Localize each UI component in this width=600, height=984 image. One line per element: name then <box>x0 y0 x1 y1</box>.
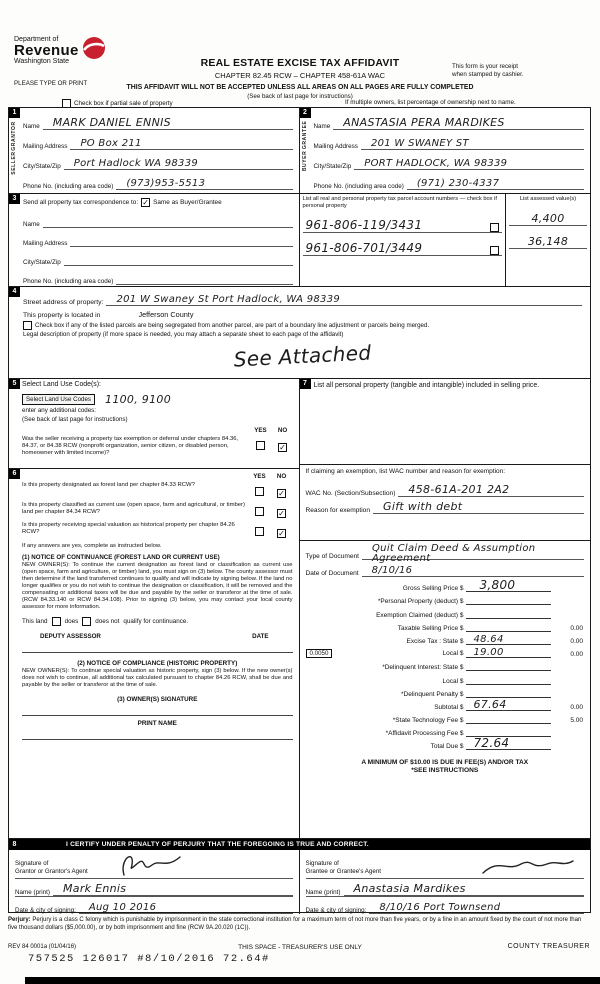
see-attached-value: See Attached <box>233 340 372 372</box>
section-3-badge: 3 <box>9 194 20 204</box>
corr-phone-field[interactable] <box>116 265 292 285</box>
notice-compliance-body: NEW OWNER(S): To continue special valuation as historic property, sign (3) below. If the new owner(s) does not wish to continue, all additional tax calculated pursuant to chapter 84.26 RCW, shall be due and payable by the seller or transferor at the time of sale. <box>22 667 293 688</box>
parcel-table <box>300 194 591 286</box>
form-title: REAL ESTATE EXCISE TAX AFFIDAVIT <box>200 57 400 69</box>
additional-codes-label: enter any additional codes: <box>22 407 96 414</box>
wac-field[interactable] <box>398 479 584 497</box>
scan-edge-bar <box>25 977 600 984</box>
section-correspondence <box>9 194 300 286</box>
grantee-date-field[interactable] <box>369 896 584 914</box>
buyer-name-label: Name <box>313 123 331 130</box>
grantor-date-value: Aug 10 2016 <box>88 902 157 913</box>
buyer-grantee-vertical-label: BUYER GRANTEE <box>301 121 308 172</box>
exemption-deduct-label: Exemption Claimed (deduct) $ <box>376 611 464 619</box>
buyer-phone-field[interactable] <box>407 169 584 190</box>
delinq-penalty-label: *Delinquent Penalty $ <box>400 690 464 698</box>
grantor-name-label: Name (print) <box>15 889 50 896</box>
section-1-badge: 1 <box>9 108 20 118</box>
yes-no-header-6: YES NO <box>253 473 287 480</box>
seller-phone-field[interactable] <box>116 169 292 190</box>
this-land-label: This land <box>22 617 48 625</box>
excise-state-label: Excise Tax : State $ <box>406 637 464 645</box>
parcel-row[interactable] <box>303 210 503 233</box>
historic-no-checkbox[interactable]: ✓ <box>278 529 285 538</box>
same-as-buyer-label: Same as Buyer/Grantee <box>153 199 222 206</box>
grantee-signature[interactable] <box>481 856 576 878</box>
street-address-label: Street address of property: <box>23 299 104 306</box>
section-6-badge: 6 <box>9 469 20 479</box>
section-property <box>9 287 590 379</box>
wac-label: WAC No. (Section/Subsection) <box>305 490 396 497</box>
parcel-number-1: 961-806-119/3431 <box>305 217 423 232</box>
historic-question: Is this property receiving special valuation as historical property per chapter 84.26 RCW? <box>22 522 235 536</box>
tech-fee-printed: 5.00 <box>570 717 583 725</box>
washington-state-label: Washington State <box>14 58 69 65</box>
total-due-value: 72.64 <box>473 736 510 751</box>
section-2-badge: 2 <box>300 108 311 118</box>
notice-compliance-title: (2) NOTICE OF COMPLIANCE (HISTORIC PROPERTY) <box>77 659 238 667</box>
grantee-date-label: Date & city of signing: <box>305 907 367 914</box>
current-use-question: Is this property classified as current use (open space, farm and agricultural, or timber) land per chapter 84.34 RCW? <box>22 502 245 516</box>
doc-date-label: Date of Document <box>305 570 359 577</box>
excise-state-field[interactable] <box>466 631 552 645</box>
grantor-name-value: Mark Ennis <box>63 882 127 895</box>
assessed-value-row[interactable] <box>509 203 587 226</box>
certify-header: I CERTIFY UNDER PENALTY OF PERJURY THAT THE FOREGOING IS TRUE AND CORRECT. <box>66 841 369 848</box>
doc-date-value: 8/10/16 <box>371 565 413 576</box>
personal-property-list-label: List all personal property (tangible and intangible) included in selling price. <box>300 379 591 465</box>
section-certify <box>9 839 590 912</box>
owner-signature-line[interactable] <box>22 705 293 716</box>
seller-name-field[interactable] <box>43 109 293 130</box>
personal-property-checkbox-1[interactable] <box>490 223 499 232</box>
land-use-select[interactable]: Select Land Use Codes <box>22 394 95 405</box>
personal-deduct-label: *Personal Property (deduct) $ <box>377 598 464 606</box>
corr-city-field[interactable] <box>64 246 293 266</box>
corr-address-label: Mailing Address <box>23 240 68 247</box>
assessed-value-1: 4,400 <box>531 211 565 225</box>
fee-table <box>300 577 591 750</box>
corr-name-label: Name <box>23 221 40 228</box>
street-address-field[interactable] <box>106 288 582 306</box>
doc-type-value: Quit Claim Deed & Assumption Agreement <box>372 543 536 564</box>
grantee-signature-label: Signature of Grantee or Grantee's Agent <box>305 859 381 875</box>
minimum-fee-note: A MINIMUM OF $10.00 IS DUE IN FEE(S) AND/OR TAX <box>361 759 529 767</box>
doc-date-field[interactable] <box>362 559 584 577</box>
excise-state-value: 48.64 <box>473 633 504 645</box>
subtotal-printed: 0.00 <box>570 703 583 711</box>
corr-city-label: City/State/Zip <box>23 259 61 266</box>
forest-no-checkbox[interactable]: ✓ <box>278 489 285 498</box>
grantor-date-field[interactable] <box>79 896 293 914</box>
section-4-badge: 4 <box>9 287 20 297</box>
forest-yes-checkbox[interactable] <box>255 487 264 496</box>
treasurer-space-label: THIS SPACE - TREASURER'S USE ONLY <box>238 944 362 951</box>
seller-grantor-vertical-label: SELLER GRANTOR <box>11 121 17 175</box>
delinq-interest-local-field[interactable] <box>466 670 552 684</box>
exemption-yes-checkbox[interactable] <box>256 441 265 450</box>
buyer-address-field[interactable] <box>361 129 584 150</box>
personal-deduct-field[interactable] <box>466 591 552 605</box>
yes-no-header-5: YES NO <box>254 427 288 434</box>
gross-label: Gross Selling Price $ <box>402 585 464 593</box>
send-correspondence-label: Send all property tax correspondence to: <box>23 199 139 206</box>
buyer-address-label: Mailing Address <box>313 143 358 150</box>
delinq-interest-state-label: *Delinquent Interest: State $ <box>382 664 464 672</box>
excise-printed: 0.00 <box>570 637 583 645</box>
located-in-value: Jefferson County <box>138 310 194 319</box>
current-use-yes-checkbox[interactable] <box>255 507 264 516</box>
buyer-city-value: PORT HADLOCK, WA 98339 <box>364 158 508 169</box>
buyer-address-value: 201 W SWANEY ST <box>370 138 469 149</box>
section-7-badge: 7 <box>300 379 311 389</box>
seller-address-label: Mailing Address <box>23 143 68 150</box>
grantor-date-label: Date & city of signing: <box>15 907 76 914</box>
notice-continuance-title: (1) NOTICE OF CONTINUANCE (FOREST LAND OR CURRENT USE) <box>22 554 220 562</box>
segregated-label: Check box if any of the listed parcels are being segregated from another parcel, are part of a boundary line adjustment or parcels being merged. <box>35 321 430 329</box>
assessed-value-2: 36,148 <box>527 234 569 248</box>
assessed-value-row[interactable] <box>509 226 587 249</box>
parcel-number-2: 961-806-701/3449 <box>305 240 423 255</box>
if-yes-note: If any answers are yes, complete as instructed below. <box>22 543 162 549</box>
receipt-note: This form is your receipt when stamped by cashier. <box>452 63 524 79</box>
grantee-name-value: Anastasia Mardikes <box>353 882 466 895</box>
perjury-note: Perjury: Perjury is a class C felony which is punishable by imprisonment in the state correctional institution for a maximum term of not more than five years, or by a fine in an amount fixed by the court of not more than five thousand dollars ($5,000.00), or by both imprisonment and fine (RCW 9A.20.020 (1C)). <box>8 917 582 932</box>
seller-name-label: Name <box>23 123 40 130</box>
seller-name-value: MARK DANIEL ENNIS <box>52 116 171 129</box>
buyer-city-field[interactable] <box>354 149 584 170</box>
land-use-label: Select Land Use Code(s): <box>22 381 101 388</box>
see-instructions-note: *SEE INSTRUCTIONS <box>411 767 479 775</box>
revenue-label: Revenue <box>14 42 79 59</box>
seller-city-value: Port Hadlock WA 98339 <box>73 158 199 169</box>
parcel-row[interactable] <box>303 233 503 256</box>
corr-name-field[interactable] <box>43 208 293 228</box>
affidavit-fee-field[interactable] <box>466 723 552 737</box>
reason-value: Gift with debt <box>383 500 463 513</box>
tech-fee-field[interactable] <box>466 710 552 724</box>
assessed-header: List assessed value(s) <box>519 196 577 202</box>
qualify-label: qualify for continuance. <box>123 617 189 625</box>
historic-yes-checkbox[interactable] <box>255 527 264 536</box>
county-treasurer-label: COUNTY TREASURER <box>507 943 590 950</box>
subtotal-field[interactable] <box>466 697 552 711</box>
subtotal-value: 67.64 <box>473 697 507 711</box>
section-buyer <box>300 108 591 193</box>
chapter-line: CHAPTER 82.45 RCW – CHAPTER 458-61A WAC <box>214 71 386 80</box>
does-label: does <box>64 617 79 625</box>
see-back-note: (See back of last page for instructions) <box>247 93 353 100</box>
multiple-owners-note: If multiple owners, list percentage of ownership next to name. <box>345 99 516 106</box>
gross-field[interactable] <box>466 578 552 592</box>
legal-description-label: Legal description of property (if more space is needed, you may attach a separate sheet to each page of the affidavit) <box>23 331 344 338</box>
seller-phone-label: Phone No. (including area code) <box>23 183 114 190</box>
local-label: Local $ <box>442 650 464 658</box>
deputy-assessor-signature-line[interactable] <box>22 642 293 653</box>
subtotal-label: Subtotal $ <box>434 703 464 711</box>
dept-of-label: Department of <box>14 36 59 43</box>
tech-fee-label: *State Technology Fee $ <box>392 717 464 725</box>
gross-value: 3,800 <box>479 578 516 593</box>
grantee-date-value: 8/10/16 Port Townsend <box>379 902 501 913</box>
same-as-buyer-checkbox[interactable]: ✓ <box>142 198 149 207</box>
current-use-no-checkbox[interactable]: ✓ <box>278 509 285 518</box>
deputy-assessor-label: DEPUTY ASSESSOR <box>40 632 101 640</box>
does-not-label: does not <box>95 617 120 625</box>
grantor-signature[interactable] <box>116 850 196 878</box>
personal-property-checkbox-2[interactable] <box>490 246 499 255</box>
please-type-label: PLEASE TYPE OR PRINT <box>14 80 88 87</box>
exemption-intro: If claiming an exemption, list WAC number and reason for exemption: <box>305 468 506 475</box>
grantee-name-label: Name (print) <box>305 889 341 896</box>
local-rate-box: 0.0050 <box>306 649 333 658</box>
section-personal-property <box>300 379 591 838</box>
taxable-label: Taxable Selling Price $ <box>397 624 464 632</box>
print-name-line[interactable] <box>22 729 293 740</box>
total-due-label: Total Due $ <box>430 743 464 751</box>
section-seller <box>9 108 300 193</box>
section-5-badge: 5 <box>9 379 20 389</box>
print-name-label: PRINT NAME <box>137 719 177 727</box>
forest-land-question: Is this property designated as forest land per chapter 84.33 RCW? <box>22 482 195 488</box>
delinq-interest-state-field[interactable] <box>466 657 552 671</box>
taxable-field[interactable] <box>466 618 552 632</box>
local-printed: 0.00 <box>570 651 583 659</box>
taxable-printed: 0.00 <box>570 624 583 632</box>
exemption-no-checkbox[interactable]: ✓ <box>279 443 286 452</box>
section-land-use <box>9 379 299 469</box>
doc-type-field[interactable] <box>362 542 584 564</box>
street-address-value: 201 W Swaney St Port Hadlock, WA 98339 <box>116 294 341 305</box>
reason-label: Reason for exemption <box>305 507 371 514</box>
seller-address-field[interactable] <box>70 129 292 150</box>
date-label: DATE <box>252 632 269 640</box>
seller-city-label: City/State/Zip <box>23 163 61 170</box>
segregated-checkbox[interactable] <box>23 321 32 330</box>
affidavit-form <box>8 107 591 913</box>
partial-sale-label: Check box if partial sale of property <box>74 100 173 107</box>
grantor-name-field[interactable] <box>53 878 293 896</box>
reason-field[interactable] <box>373 496 584 514</box>
doc-type-label: Type of Document <box>305 553 360 560</box>
tax-exemption-question: Was the seller receiving a property tax exemption or deferral under chapters 84.36, 84.37, or 84.38 RCW (nonprofit organization, senior citizen, or disabled person, homeowner with limited income)? <box>22 436 239 457</box>
corr-address-field[interactable] <box>70 227 292 247</box>
parcel-header: List all real and personal property tax parcel account numbers — check box if personal property <box>302 196 497 209</box>
buyer-name-field[interactable] <box>333 109 584 130</box>
seller-city-field[interactable] <box>64 149 293 170</box>
grantee-name-field[interactable] <box>344 878 585 896</box>
grantor-signature-label: Signature of Grantor or Grantor's Agent <box>15 859 88 875</box>
seller-address-value: PO Box 211 <box>80 138 142 149</box>
rev-number: REV 84 0001a (01/04/16) <box>8 944 77 950</box>
exemption-deduct-field[interactable] <box>466 604 552 618</box>
section-8-badge: 8 <box>12 841 17 848</box>
buyer-name-value: ANASTASIA PERA MARDIKES <box>343 116 505 129</box>
delinq-interest-local-label: Local $ <box>442 677 464 685</box>
buyer-phone-value: (971) 230-4337 <box>416 178 500 189</box>
owners-signature-label: (3) OWNER(S) SIGNATURE <box>117 695 198 703</box>
local-value: 19.00 <box>473 647 504 659</box>
see-back-note-5: (See back of last page for instructions) <box>22 416 128 423</box>
cashier-stamp: 757525 126017 #8/10/2016 72.64# <box>28 953 270 965</box>
affidavit-fee-label: *Affidavit Processing Fee $ <box>385 730 464 738</box>
section-classification <box>9 469 299 838</box>
located-in-label: This property is located in <box>23 312 101 319</box>
buyer-phone-label: Phone No. (including area code) <box>313 183 404 190</box>
total-due-field[interactable] <box>466 736 552 750</box>
corr-phone-label: Phone No. (including area code) <box>23 278 114 285</box>
does-checkbox[interactable] <box>52 617 61 626</box>
notice-continuance-body: NEW OWNER(S): To continue the current designation as forest land or classification as current use (open space, farm and agriculture, or timber) land, you must sign on (3) below. The county assessor must then determine if the land transferred continues to qualify and will indicate by signing below. If the land no longer qualifies or you do not wish to continue the designation or classification, it will be removed and the compensating or additional taxes will be due and payable by the seller or transferor at the time of sale. (RCW 84.33.140 or RCW 84.34.108). Prior to signing (3) below, you may contact your local county assessor for more information. <box>22 562 293 611</box>
land-use-codes-value: 1100, 9100 <box>105 393 171 406</box>
buyer-city-label: City/State/Zip <box>313 163 352 170</box>
seller-phone-value: (973)953-5513 <box>126 178 206 189</box>
local-field[interactable] <box>466 644 552 658</box>
warning-text: THIS AFFIDAVIT WILL NOT BE ACCEPTED UNLESS ALL AREAS ON ALL PAGES ARE FULLY COMPLETED <box>126 84 474 91</box>
does-not-checkbox[interactable] <box>82 617 91 626</box>
wac-value: 458-61A-201 2A2 <box>408 483 510 496</box>
delinq-penalty-field[interactable] <box>466 684 552 698</box>
